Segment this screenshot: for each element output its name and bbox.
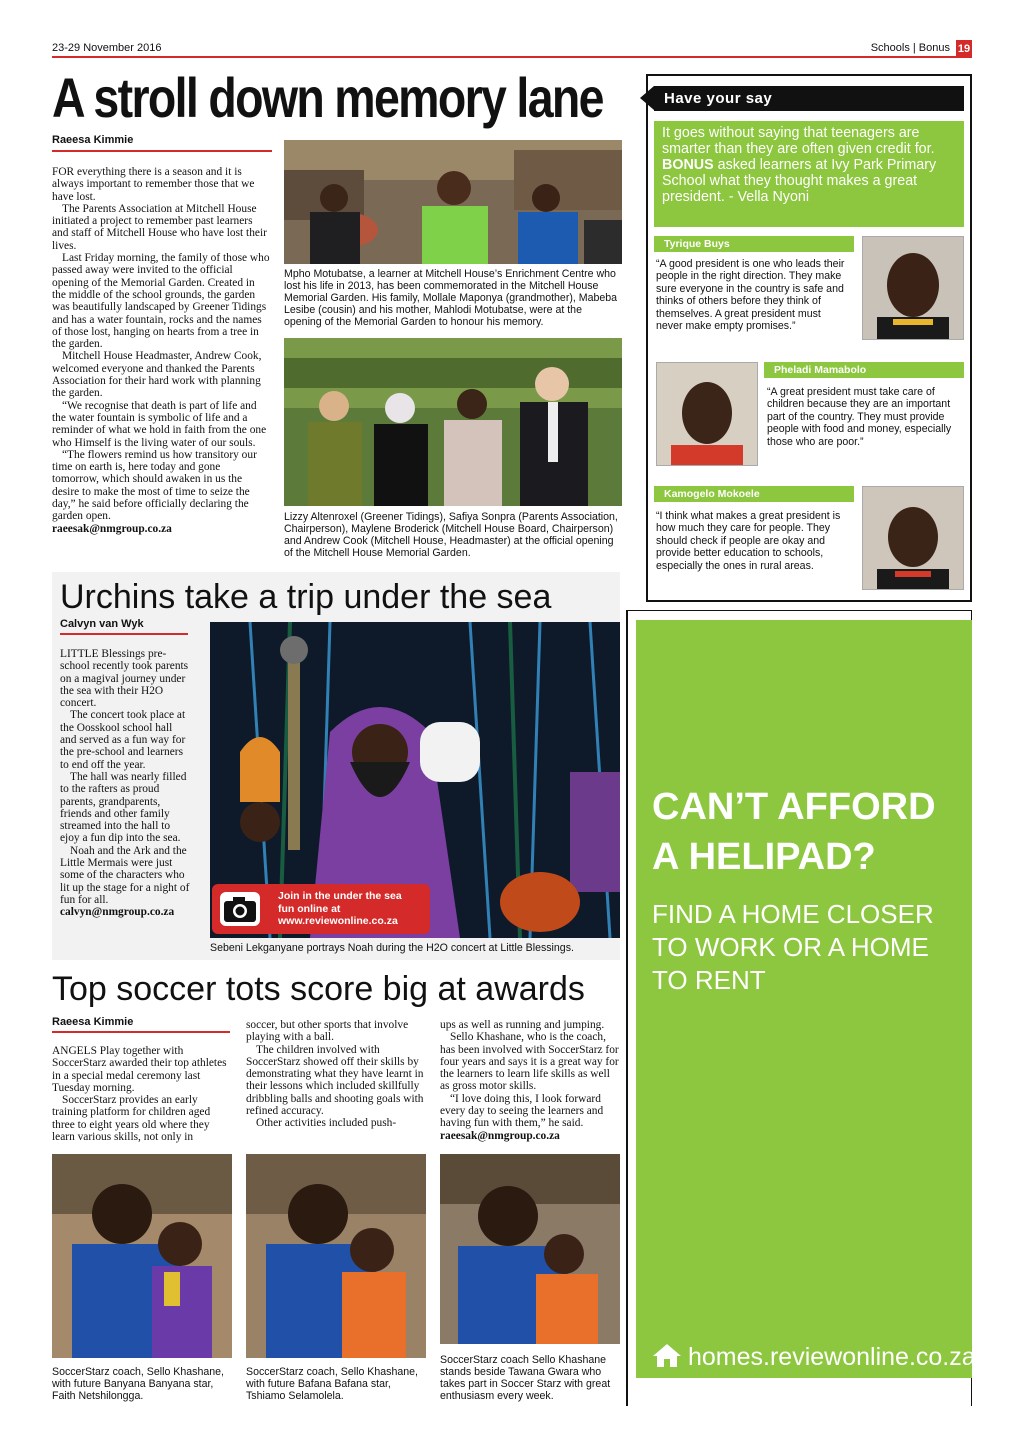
advert-sub-line: FIND A HOME CLOSER xyxy=(652,899,934,929)
article3-byline: Raeesa Kimmie xyxy=(52,1016,134,1028)
paragraph: “I love doing this, I look forward every day to seeing the learners and having fun with them,” he said. xyxy=(440,1092,604,1130)
paragraph: soccer, but other sports that involve playing with a ball. xyxy=(246,1019,409,1044)
paragraph: The concert took place at the Oosskool school hall and served as a fun way for the pre-school and learners to end off the year. xyxy=(60,709,186,771)
intro-line: It goes without saying that teenagers are smarter than they are often given credit for. xyxy=(662,125,935,157)
soccer-caption: SoccerStarz coach Sello Khashane stands beside Tawana Gwara who takes part in Soccer Starz with great enthusiasm every week. xyxy=(440,1354,611,1402)
article3-headline: Top soccer tots score big at awards xyxy=(52,970,585,1008)
article1-email: raeesak@nmgroup.co.za xyxy=(52,522,172,535)
soccer-caption: SoccerStarz coach, Sello Khashane, with future Banyana Banyana star, Faith Netshilongga. xyxy=(52,1366,224,1402)
paragraph: Sello Khashane, who is the coach, has been involved with SoccerStarz for four years and says it is a great way for the learners to learn life skills as well as gross motor skills. xyxy=(440,1031,619,1093)
advert-line: CAN’T AFFORD xyxy=(652,786,936,828)
soccer-caption: SoccerStarz coach, Sello Khashane, with future Bafana Bafana star, Tshiamo Selamolela. xyxy=(246,1366,418,1402)
portrait-photo xyxy=(862,236,964,340)
paragraph: Last Friday morning, the family of those who passed away were invited to the official opening of the Memorial Garden. Created in the middle of the school grounds, the garden was beautifully landscaped by Greener Tidings and has a water fountain, rocks and the names of those lost, hanging on hearts from a tree in the garden. xyxy=(52,252,270,351)
paragraph: The children involved with SoccerStarz showed off their skills by demonstrating what they have learnt in their lessons which included skillfully dribbling balls and shooting goals with refined accuracy. xyxy=(246,1043,424,1118)
memorial-family-photo xyxy=(284,140,622,264)
article2-headline: Urchins take a trip under the sea xyxy=(60,578,552,616)
photo3-caption: Sebeni Lekganyane portrays Noah during the H2O concert at Little Blessings. xyxy=(210,942,574,954)
title-arrow xyxy=(640,86,654,110)
article3-col3 xyxy=(440,1019,622,1142)
camera-icon xyxy=(220,892,260,926)
paragraph: SoccerStarz provides an early training platform for children aged three to eight years old where they learn various skills, not only in xyxy=(52,1094,211,1144)
portrait-photo xyxy=(656,362,758,466)
article3-email: raeesak@nmgroup.co.za xyxy=(440,1129,560,1142)
header-rule xyxy=(52,56,972,58)
article1-headline: A stroll down memory lane xyxy=(52,66,603,129)
memorial-officials-photo xyxy=(284,338,622,506)
paragraph: Mitchell House Headmaster, Andrew Cook, welcomed everyone and thanked the Parents Association for their hard work with planning the garden. xyxy=(52,350,262,400)
soccer-photo xyxy=(440,1154,620,1344)
paragraph: ANGELS Play together with SoccerStarz awarded their top athletes in a special medal ceremony last Tuesday morning. xyxy=(52,1045,227,1094)
paragraph: The Parents Association at Mitchell House initiated a project to remember past learners and staff of Mitchell House who have lost their lives. xyxy=(52,202,267,252)
section-label: Schools | Bonus xyxy=(870,42,950,54)
property-advert[interactable] xyxy=(636,620,976,1378)
advert-sub-line: TO RENT xyxy=(652,965,766,995)
article2-body xyxy=(60,648,190,919)
person-quote: “A good president is one who leads their people in the right direction. They make sure everyone in the country is safe and thinks of others before they think of themselves. A great president must never make empty promises.” xyxy=(656,258,845,333)
byline-rule xyxy=(60,633,188,635)
issue-date: 23-29 November 2016 xyxy=(52,42,162,54)
promo-line: fun online at xyxy=(278,902,341,915)
soccer-photo xyxy=(52,1154,232,1358)
person-name: Pheladi Mamabolo xyxy=(764,362,964,378)
soccer-photo xyxy=(246,1154,426,1358)
promo-line: Join in the under the sea xyxy=(278,890,402,902)
intro-bold: BONUS xyxy=(662,157,714,173)
promo-url[interactable]: www.reviewonline.co.za xyxy=(278,915,398,927)
advert-url[interactable]: homes.reviewonline.co.za xyxy=(688,1343,976,1371)
article2-email: calvyn@nmgroup.co.za xyxy=(60,906,175,919)
advert-line: A HELIPAD? xyxy=(652,836,876,878)
person-name: Kamogelo Mokoele xyxy=(654,486,854,502)
advert-url-row[interactable] xyxy=(652,1342,976,1375)
byline-rule xyxy=(52,1031,230,1033)
person-quote: “I think what makes a great president is how much they care for people. They should check if people are okay and provide better education to schools, especially the ones in rural areas. xyxy=(656,510,841,572)
person-name: Tyrique Buys xyxy=(654,236,854,252)
paragraph: Other activities included push- xyxy=(256,1117,397,1130)
person-quote: “A great president must take care of children because they are an important part of the country. They must provide people with food and money, especially those who are poor.” xyxy=(767,386,952,448)
byline-rule xyxy=(52,150,272,152)
paragraph: ups as well as running and jumping. xyxy=(440,1019,605,1031)
article3-col2 xyxy=(246,1019,428,1130)
join-online-promo[interactable] xyxy=(212,884,430,934)
paragraph: FOR everything there is a season and it is always important to remember those that we have lost. xyxy=(52,166,255,203)
have-your-say-title: Have your say xyxy=(654,86,964,111)
article1-body xyxy=(52,166,270,535)
house-icon xyxy=(652,1342,682,1375)
paragraph: “The flowers remind us how transitory our time on earth is, here today and gone tomorrow, which should awaken in us the desire to make the most of time to seize the day,” he said before officially declaring the garden open. xyxy=(52,448,257,523)
article1-byline: Raeesa Kimmie xyxy=(52,134,134,146)
promo-text xyxy=(278,890,402,928)
advert-subtext xyxy=(652,898,934,997)
paragraph: “We recognise that death is part of life and the water fountain is symbolic of life and a reminder of what we hold in faith from the one who Himself is the living water of our souls. xyxy=(52,399,267,449)
photo1-caption: Mpho Motubatse, a learner at Mitchell House’s Enrichment Centre who lost his life in 2013, has been commemorated in the Mitchell House Memorial Garden. His family, Mollale Maponya (grandmother), Mabeba Lesibe (cousin) and his mother, Mahlodi Motubatse, were at the opening of the Memorial Garden to honour his memory. xyxy=(284,268,618,328)
have-your-say-intro xyxy=(654,121,964,227)
portrait-photo xyxy=(862,486,964,590)
paragraph: Noah and the Ark and the Little Mermais were just some of the characters who lit up the stage for a night of fun for all. xyxy=(60,844,190,906)
paragraph: The hall was nearly filled to the rafters as proud parents, grandparents, friends and other family streamed into the hall to ejoy a fun dip into the sea. xyxy=(60,770,187,845)
article3-col1 xyxy=(52,1045,234,1143)
photo2-caption: Lizzy Altenroxel (Greener Tidings), Safiya Sonpra (Parents Association, Chairperson), Maylene Broderick (Mitchell House Board, Chairperson) and Andrew Cook (Mitchell House, Headmaster) at the official opening of the Mitchell House Memorial Garden. xyxy=(284,511,618,559)
advert-sub-line: TO WORK OR A HOME xyxy=(652,932,929,962)
page-number: 19 xyxy=(956,40,972,58)
paragraph: LITTLE Blessings pre-school recently took parents on a magival journey under the sea with their H2O concert. xyxy=(60,648,189,710)
article2-byline: Calvyn van Wyk xyxy=(60,618,144,630)
intro-line: asked learners at Ivy Park Primary School what they thought makes a great president. - Vella Nyoni xyxy=(662,157,937,205)
advert-headline xyxy=(652,782,936,882)
